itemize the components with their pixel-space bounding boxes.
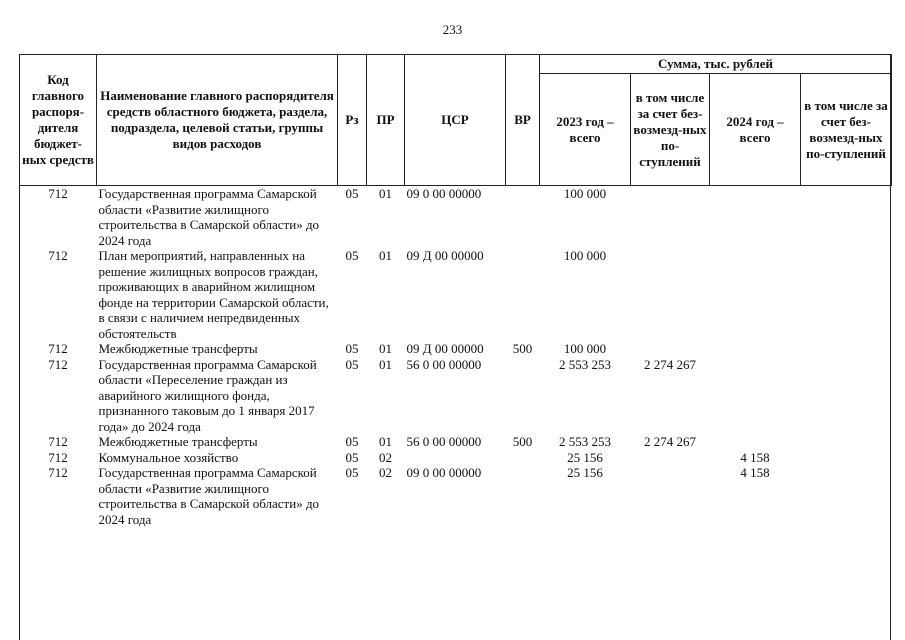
cell-2023-bezvozmezd: 2 274 267 xyxy=(644,434,696,449)
table-row xyxy=(20,341,892,357)
frame-left-border xyxy=(19,54,20,640)
table-row xyxy=(20,434,892,450)
header-2024-total: 2024 год – всего xyxy=(710,74,801,186)
cell-vr: 500 xyxy=(512,341,533,356)
cell-pr: 02 xyxy=(379,465,392,480)
header-kod: Код главного распоря-дителя бюджет-ных средств xyxy=(20,55,97,186)
cell-kod: 712 xyxy=(48,449,68,465)
cell-2023-total: 25 156 xyxy=(567,465,603,480)
cell-pr: 01 xyxy=(379,248,392,263)
header-2023-bezvozmezd: в том числе за счет без-возмезд-ных по-ступлений xyxy=(631,74,710,186)
header-pr: ПР xyxy=(367,55,405,186)
cell-2023-bezvozmezd xyxy=(631,341,710,357)
cell-name: Государственная программа Самарской области «Развитие жилищного строительства в Самарской области» до 2024 года xyxy=(98,465,320,527)
cell-2024-total xyxy=(710,248,801,341)
cell-pr: 01 xyxy=(379,341,392,356)
cell-vr: 500 xyxy=(512,434,533,449)
cell-2023-bezvozmezd xyxy=(631,186,710,249)
cell-csr xyxy=(405,450,506,466)
cell-2023-total: 25 156 xyxy=(567,449,603,465)
cell-2023-bezvozmezd xyxy=(631,248,710,341)
cell-rz: 05 xyxy=(345,356,359,372)
cell-2023-bezvozmezd xyxy=(631,450,710,466)
cell-csr: 09 Д 00 00000 xyxy=(406,248,484,263)
cell-pr: 01 xyxy=(379,356,392,372)
table-row xyxy=(20,186,892,249)
header-csr: ЦСР xyxy=(405,55,506,186)
table-row xyxy=(20,450,892,466)
budget-table xyxy=(19,54,892,527)
cell-pr: 01 xyxy=(379,434,392,449)
cell-2023-bezvozmezd xyxy=(631,465,710,527)
page-number: 233 xyxy=(442,22,463,37)
cell-vr xyxy=(506,357,540,435)
cell-kod: 712 xyxy=(48,341,68,356)
cell-2024-bezvozmezd xyxy=(801,341,892,357)
cell-rz: 05 xyxy=(345,449,359,465)
cell-name: План мероприятий, направленных на решение жилищных вопросов граждан, проживающих в аварийном жилищном фонде на территории Самарской области, в связи с наличием непредвиденных обстоятельств xyxy=(98,248,329,341)
cell-rz: 05 xyxy=(345,186,359,201)
cell-2024-total xyxy=(710,341,801,357)
header-2023-total: 2023 год – всего xyxy=(540,74,631,186)
cell-2024-bezvozmezd xyxy=(801,465,892,527)
header-summa: Сумма, тыс. рублей xyxy=(540,55,892,74)
header-rz: Рз xyxy=(338,55,367,186)
header-vr: ВР xyxy=(506,55,540,186)
cell-vr xyxy=(506,186,540,249)
cell-2023-total: 100 000 xyxy=(563,248,607,263)
cell-kod: 712 xyxy=(48,356,68,372)
cell-2024-bezvozmezd xyxy=(801,434,892,450)
cell-2023-total: 2 553 253 xyxy=(559,356,611,372)
table-row xyxy=(20,357,892,435)
cell-csr: 09 0 00 00000 xyxy=(406,186,482,201)
cell-kod: 712 xyxy=(48,434,68,449)
cell-2023-total: 100 000 xyxy=(563,186,607,201)
cell-2024-total xyxy=(710,186,801,249)
cell-csr: 09 Д 00 00000 xyxy=(406,341,484,356)
cell-2024-bezvozmezd xyxy=(801,357,892,435)
frame-right-border xyxy=(890,54,891,640)
cell-2023-total: 100 000 xyxy=(563,341,607,356)
cell-2024-total xyxy=(710,434,801,450)
cell-rz: 05 xyxy=(345,465,359,480)
cell-2023-bezvozmezd: 2 274 267 xyxy=(644,356,696,372)
cell-rz: 05 xyxy=(345,248,359,263)
cell-pr: 02 xyxy=(379,449,392,465)
cell-2024-bezvozmezd xyxy=(801,248,892,341)
cell-2024-total: 4 158 xyxy=(740,449,770,465)
cell-rz: 05 xyxy=(345,341,359,356)
cell-2024-bezvozmezd xyxy=(801,186,892,249)
cell-kod: 712 xyxy=(48,186,68,201)
cell-vr xyxy=(506,248,540,341)
cell-csr: 56 0 00 00000 xyxy=(406,434,482,449)
cell-kod: 712 xyxy=(48,248,68,263)
cell-name: Межбюджетные трансферты xyxy=(98,434,258,449)
cell-rz: 05 xyxy=(345,434,359,449)
cell-pr: 01 xyxy=(379,186,392,201)
cell-csr: 09 0 00 00000 xyxy=(406,465,482,480)
cell-2024-total: 4 158 xyxy=(740,465,770,480)
cell-2024-bezvozmezd xyxy=(801,450,892,466)
header-name: Наименование главного распорядителя средств областного бюджета, раздела, подраздела, целевой статьи, группы видов расходов xyxy=(97,55,338,186)
cell-kod: 712 xyxy=(48,465,68,480)
cell-name: Государственная программа Самарской области «Переселение граждан из аварийного жилищного фонда, признанного таковым до 1 января 2017 года» до 2024 года xyxy=(98,356,317,434)
cell-vr xyxy=(506,465,540,527)
table-row xyxy=(20,465,892,527)
cell-name: Государственная программа Самарской области «Развитие жилищного строительства в Самарской области» до 2024 года xyxy=(98,186,320,248)
cell-2024-total xyxy=(710,357,801,435)
cell-name: Межбюджетные трансферты xyxy=(98,341,258,356)
header-2024-bezvozmezd: в том числе за счет без-возмезд-ных по-ступлений xyxy=(801,74,892,186)
cell-2023-total: 2 553 253 xyxy=(559,434,611,449)
cell-vr xyxy=(506,450,540,466)
table-row xyxy=(20,248,892,341)
cell-csr: 56 0 00 00000 xyxy=(406,356,482,372)
cell-name: Коммунальное хозяйство xyxy=(98,449,239,465)
